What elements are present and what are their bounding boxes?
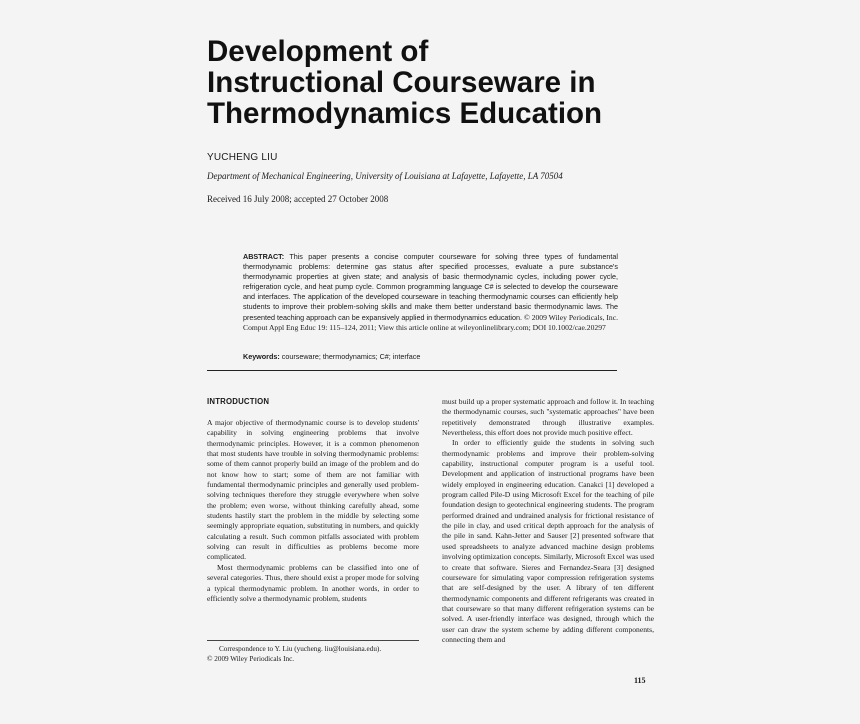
abstract-text: This paper presents a concise computer courseware for solving three types of fundamental thermodynamic problems: determine gas status after specified processes, evaluate a pure substance's thermodynamic properties at given state; and analysis of basic thermodynamic cycles, including power cycle, refrigeration cycle, and heat pump cycle. Common programming language C# is selected to develop the courseware and interfaces. The application of the developed courseware in teaching thermodynamic courses can efficiently help students to improve their problem-solving skills and make them better understand basic thermodynamic laws. The presented teaching approach can be expansively applied in thermodynamics education.	[243, 252, 618, 322]
body-paragraph: Most thermodynamic problems can be classified into one of several categories. Thus, there should exist a proper mode for solving a typical thermodynamic problem. In another words, in order to efficiently solve a thermodynamic problem, students	[207, 562, 419, 603]
abstract-citation: © 2009 Wiley Periodicals, Inc. Comput Appl Eng Educ 19: 115–124, 2011; View this article online at wileyonlinelibrary.com; DOI 10.1002/cae.20297	[243, 312, 618, 332]
keywords-line	[243, 352, 420, 361]
received-dates: Received 16 July 2008; accepted 27 October 2008	[207, 194, 389, 204]
title-line-1: Development of	[207, 35, 429, 68]
article-title	[207, 36, 667, 129]
footnote-divider	[207, 640, 419, 641]
keywords-text: courseware; thermodynamics; C#; interface	[281, 352, 421, 361]
author-affiliation: Department of Mechanical Engineering, University of Louisiana at Lafayette, Lafayette, LA 70504	[207, 171, 563, 181]
abstract-label: ABSTRACT:	[243, 252, 285, 261]
header-divider	[207, 370, 617, 371]
keywords-label: Keywords:	[243, 352, 280, 361]
author-name: YUCHENG LIU	[207, 152, 278, 163]
body-paragraph: A major objective of thermodynamic course is to develop students' capability in solving engineering problems that involve thermodynamic principles. However, it is a common phenomenon that most students have trouble in solving thermodynamic problems: some of them cannot properly build an image of the problem and do not know how to start; some of them are not familiar with fundamental thermodynamic principles and generally used problem-solving techniques therefore they struggle everywhere when solve the problem; even worse, without thinking carefully ahead, some students hastily start the problem in the middle by selecting some seemingly appropriate equation, substituting in numbers, and quickly calculating a result. Such common pitfalls associated with problem solving can result in difficulties as problems become more complicated.	[207, 418, 419, 562]
left-column	[207, 418, 419, 604]
section-heading: INTRODUCTION	[207, 397, 270, 406]
body-paragraph: must build up a proper systematic approach and follow it. In teaching the thermodynamic courses, such "systematic approaches" have been repetitively demonstrated through illustrative examples. Nevertheless, this effort does not provide much positive effect.	[442, 397, 654, 438]
title-line-3: Thermodynamics Education	[207, 97, 603, 130]
abstract-block	[243, 252, 618, 333]
right-column	[442, 397, 654, 645]
copyright-note: © 2009 Wiley Periodicals Inc.	[207, 655, 295, 664]
body-paragraph: In order to efficiently guide the students in solving such thermodynamic problems and improve their problem-solving capability, instructional computer program is a useful tool. Development and application of instructional programs have been widely employed in engineering education. Canakci [1] developed a program called Pile-D using Microsoft Excel for the teaching of pile foundation design to geotechnical engineering students. The program performed drained and undrained analysis for frictional resistance of the pile in clay, and used critical depth approach for the analysis of the pile in sand. Kahn-Jetter and Sauser [2] presented software that used spreadsheets to analyze advanced machine design problems involving optimization concepts. Similarly, Microsoft Excel was used to create that software. Sieres and Fernandez-Seara [3] designed courseware for simulating vapor compression refrigeration systems that are self-designed by the user. A library of ten different thermodynamic components and different refrigerants was created in that courseware so that many different refrigeration systems can be solved. A user-friendly interface was designed, through which the user can draw the system scheme by adding different components, connecting them and	[442, 438, 654, 644]
footnote	[207, 644, 437, 664]
title-line-2: Instructional Courseware in	[207, 66, 596, 99]
page-number: 115	[634, 676, 646, 685]
correspondence-note: Correspondence to Y. Liu (yucheng. liu@louisiana.edu).	[219, 645, 382, 653]
